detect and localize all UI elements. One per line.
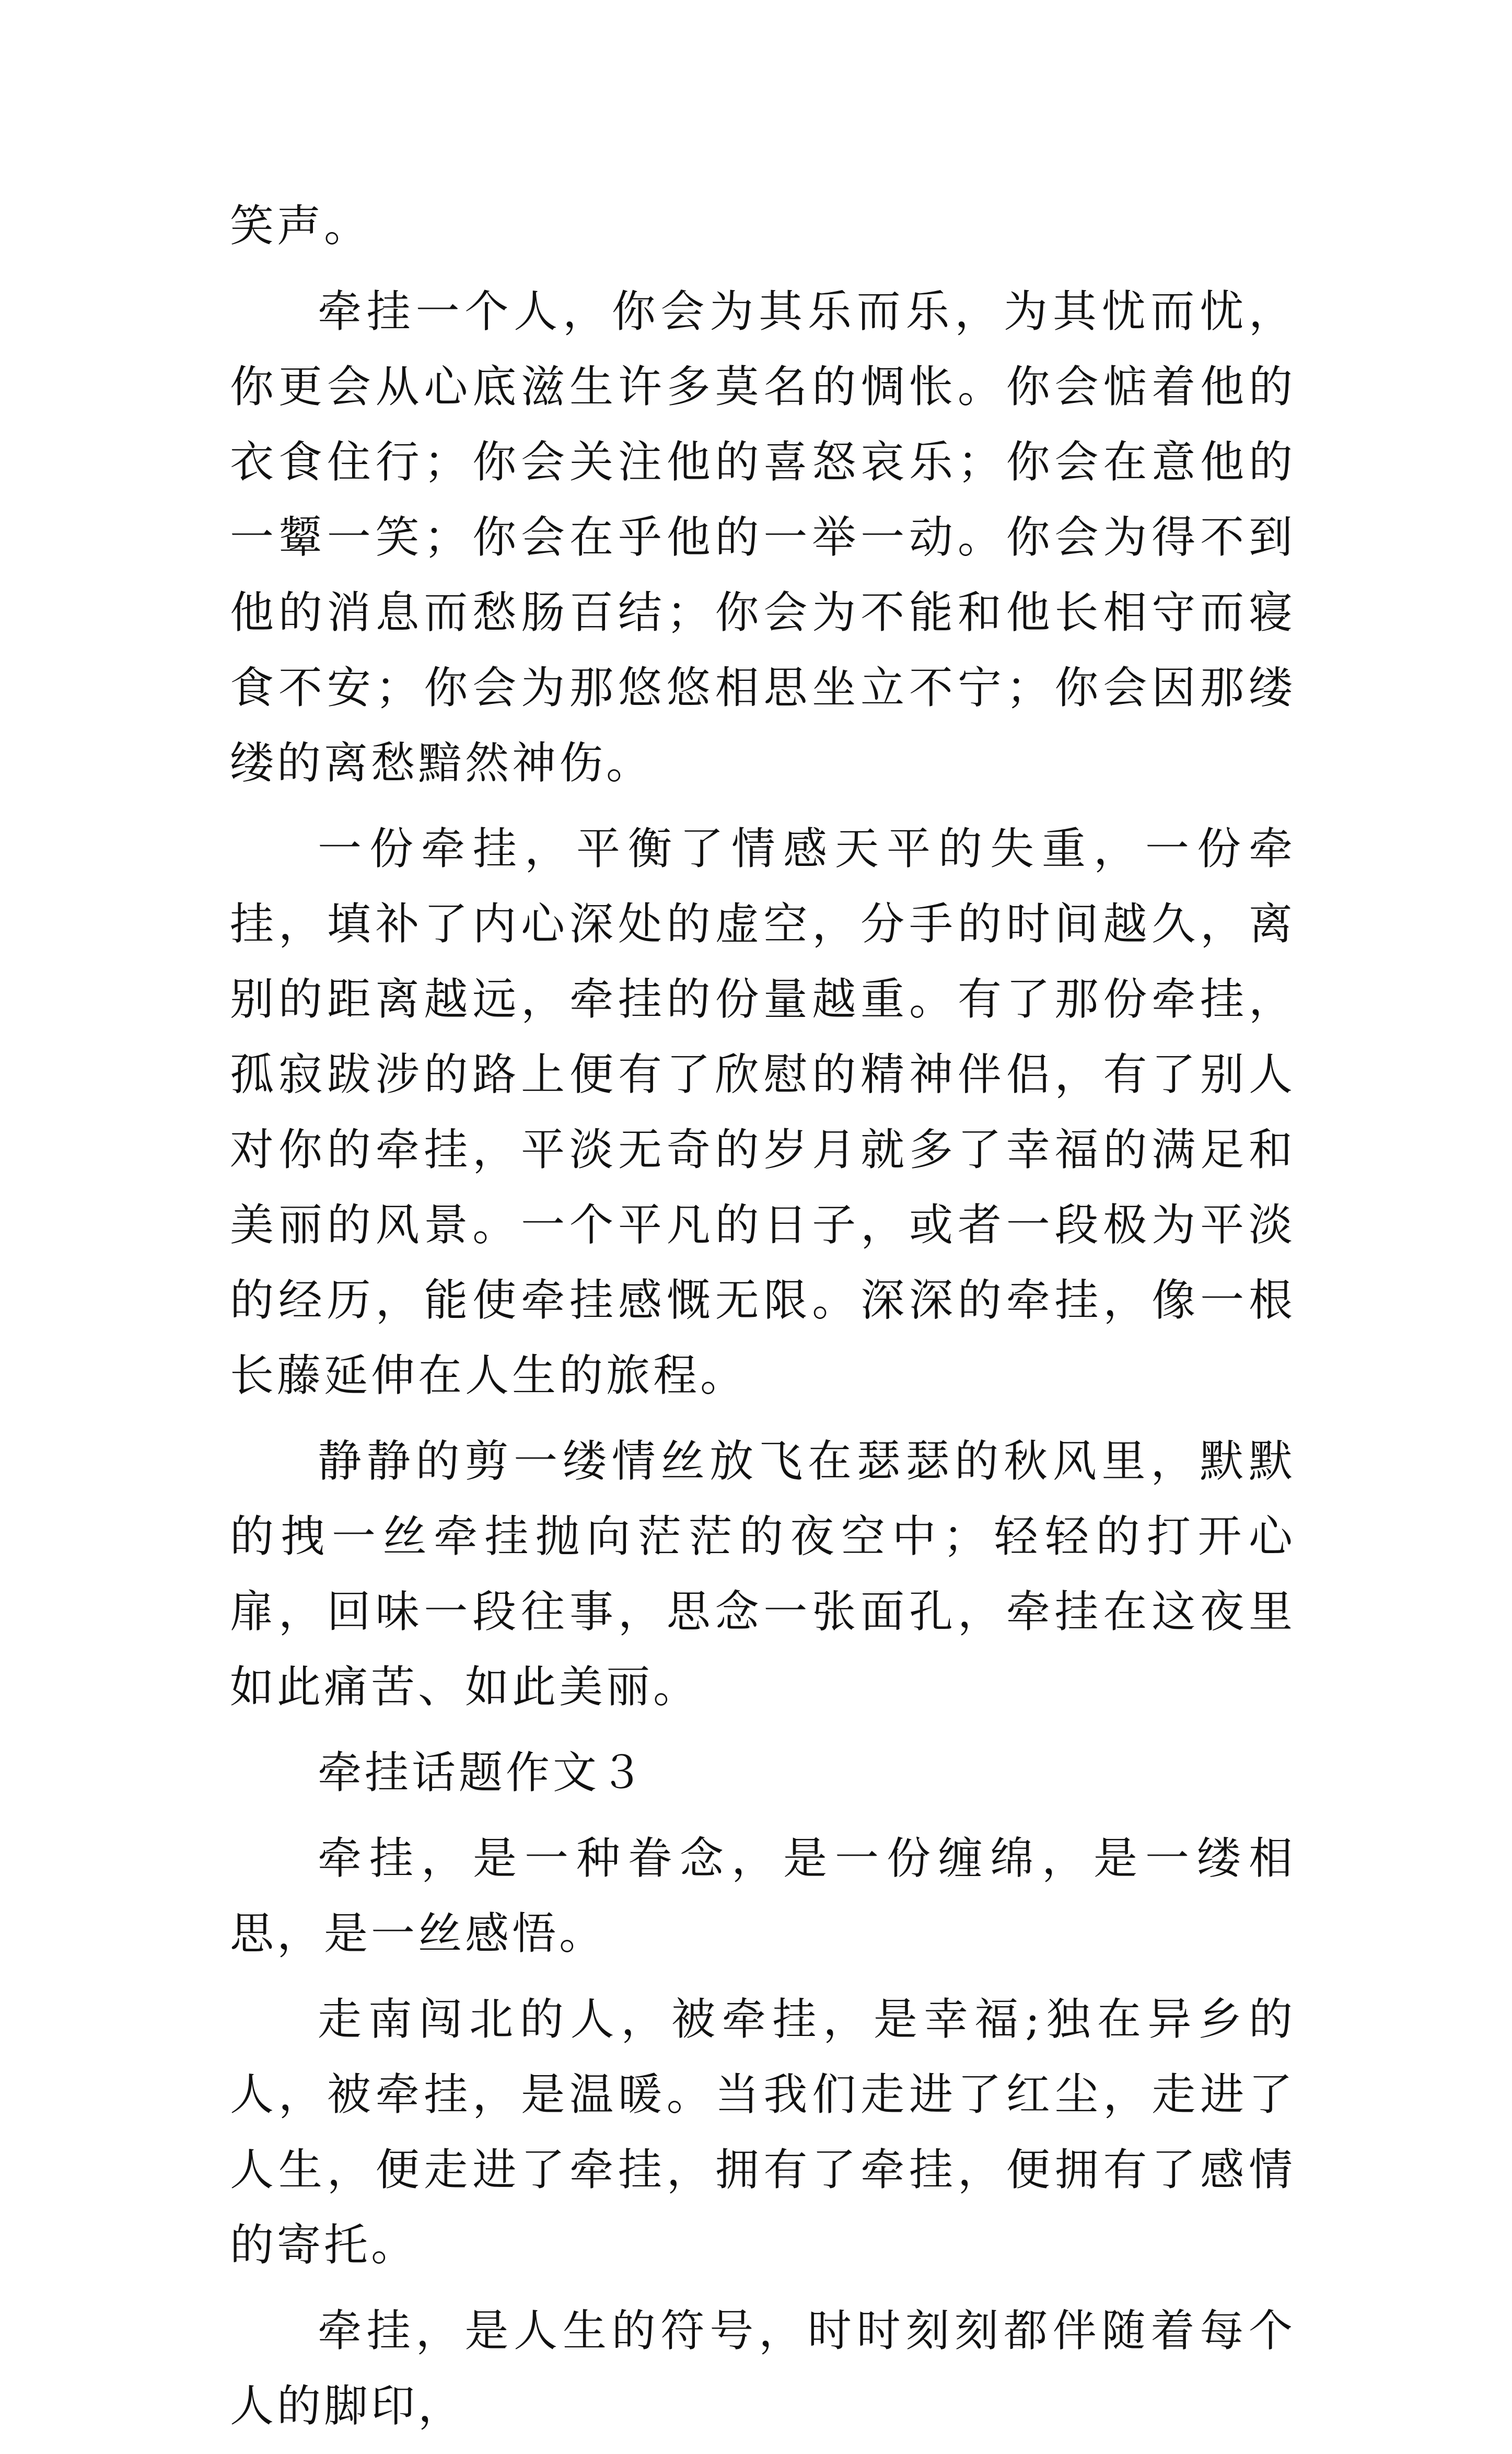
paragraph-continuation: 笑声。 xyxy=(230,200,371,251)
paragraph: 牵挂一个人，你会为其乐而乐，为其忧而忧，你更会从心底滋生许多莫名的惆怅。你会惦着他的衣食住行；你会关注他的喜怒哀乐；你会在意他的一颦一笑；你会在乎他的一举一动。你会为得不到他的消息而愁肠百结；你会为不能和他长相守而寝食不安；你会为那悠悠相思坐立不宁；你会因那缕缕的离愁黯然神伤。 xyxy=(230,286,1296,789)
paragraph: 一份牵挂，平衡了情感天平的失重，一份牵挂，填补了内心深处的虚空，分手的时间越久，离别的距离越远，牵挂的份量越重。有了那份牵挂，孤寂跋涉的路上便有了欣慰的精神伴侣，有了别人对你的牵挂，平淡无奇的岁月就多了幸福的满足和美丽的风景。一个平凡的日子，或者一段极为平淡的经历，能使牵挂感慨无限。深深的牵挂，像一根长藤延伸在人生的旅程。 xyxy=(230,823,1296,1401)
paragraph: 静静的剪一缕情丝放飞在瑟瑟的秋风里，默默的拽一丝牵挂抛向茫茫的夜空中；轻轻的打开心扉，回味一段往事，思念一张面孔，牵挂在这夜里如此痛苦、如此美丽。 xyxy=(230,1436,1296,1712)
paragraph: 牵挂，是人生的符号，时时刻刻都伴随着每个人的脚印， xyxy=(230,2305,1296,2432)
paragraph: 牵挂，是一种眷念，是一份缠绵，是一缕相思，是一丝感悟。 xyxy=(230,1833,1296,1959)
paragraph: 走南闯北的人，被牵挂，是幸福;独在异乡的人，被牵挂，是温暖。当我们走进了红尘，走进了人生，便走进了牵挂，拥有了牵挂，便拥有了感情的寄托。 xyxy=(230,1994,1296,2271)
section-heading: 牵挂话题作文３ xyxy=(318,1747,647,1798)
document-body xyxy=(230,188,1296,2454)
